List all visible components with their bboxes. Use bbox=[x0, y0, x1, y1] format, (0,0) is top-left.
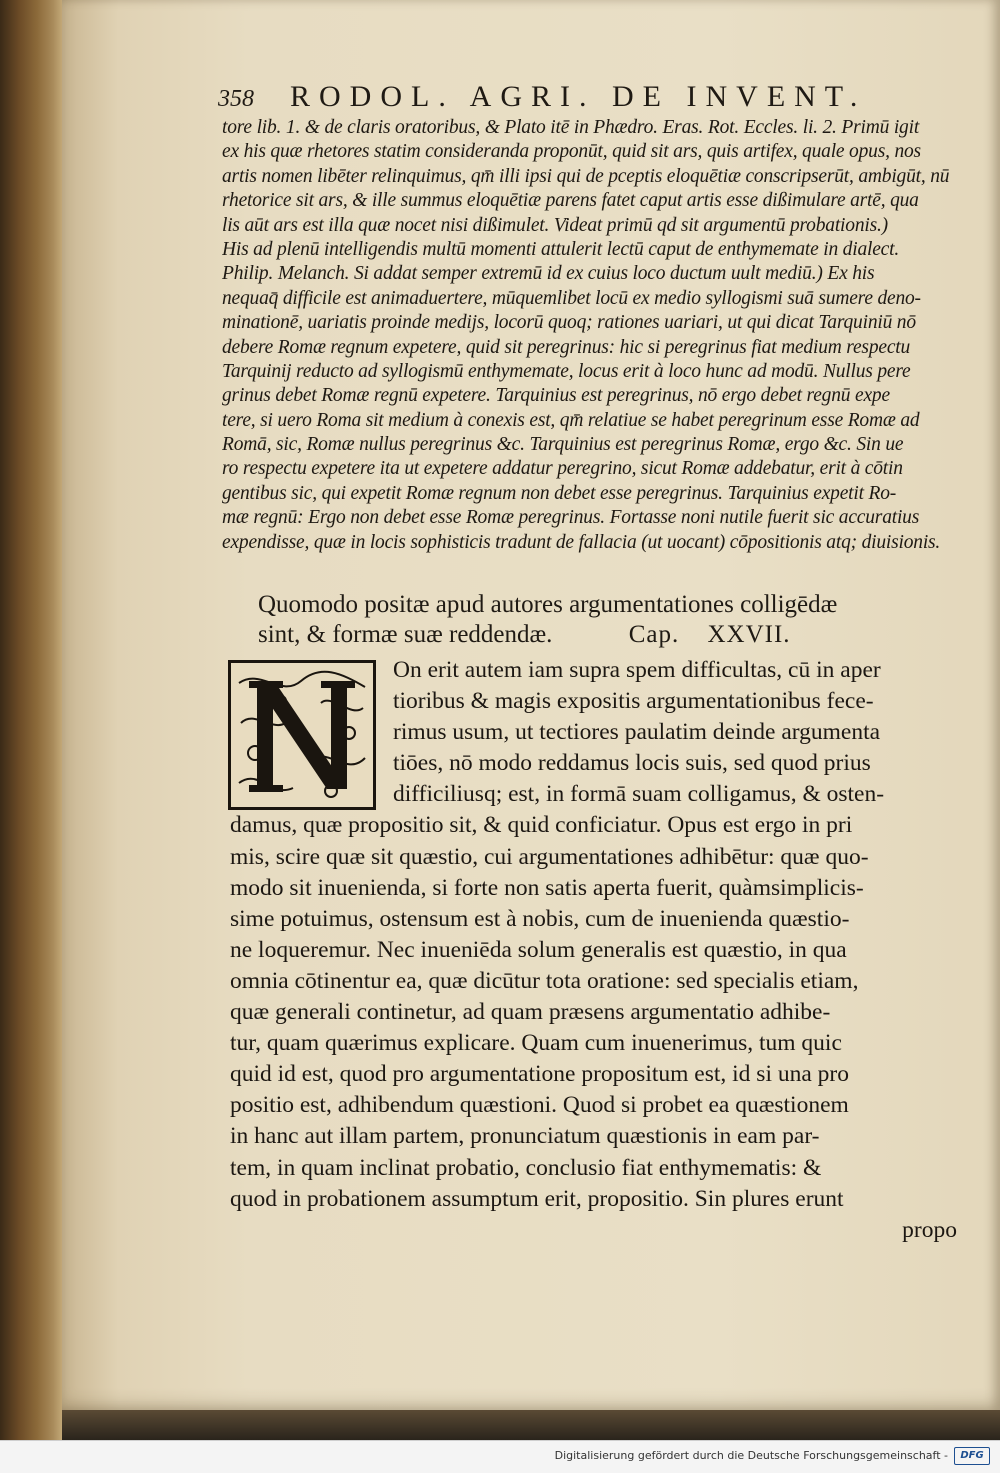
commentary-line: grinus debet Romæ regnū expetere. Tarquinius est peregrinus, nō ergo debet regnū expe bbox=[222, 385, 890, 407]
main-text-line: tem, in quam inclinat probatio, conclusio fiat enthymematis: & bbox=[230, 1154, 822, 1181]
main-text-line: sime potuimus, ostensum est à nobis, cum de inuenienda quæstio- bbox=[230, 905, 850, 932]
chapter-number: XXVII. bbox=[707, 621, 791, 648]
main-text-line: mis, scire quæ sit quæstio, cui argumentationes adhibētur: quæ quo- bbox=[230, 843, 869, 870]
commentary-block bbox=[222, 116, 970, 555]
commentary-line: tere, si uero Roma sit medium à conexis est, qm̄ relatiue se habet peregrinum esse Romæ ad bbox=[222, 409, 920, 431]
commentary-line: rhetorice sit ars, & ille summus eloquētiæ parens fatet caput artis esse dißimulare artē, qua bbox=[222, 190, 919, 212]
book-binding-edge bbox=[0, 0, 62, 1440]
main-text-line: ne loqueremur. Nec inueniēda solum generalis est quæstio, in qua bbox=[230, 936, 847, 963]
commentary-line: Tarquinij reducto ad syllogismū enthymemate, locus erit à loco hunc ad modū. Nullus pere bbox=[222, 360, 911, 382]
main-text-line: positio est, adhibendum quæstioni. Quod si probet ea quæstionem bbox=[230, 1092, 849, 1119]
commentary-line: mæ regnū: Ergo non debet esse Romæ peregrinus. Fortasse noni nutile fuerit sic accuratius bbox=[222, 507, 920, 529]
page-bottom-edge bbox=[62, 1410, 1000, 1440]
chapter-title-line: Quomodo positæ apud autores argumentationes colligēdæ bbox=[258, 591, 838, 618]
commentary-line: artis nomen libēter relinquimus, qm̄ illi ipsi qui de pceptis eloquētiæ conscripserūt, ambigūt, nū bbox=[222, 165, 950, 187]
commentary-line: His ad plenū intelligendis multū momenti attulerit lectū caput de enthymemate in dialect. bbox=[222, 238, 900, 260]
main-text-line: tiōes, nō modo reddamus locis suis, sed quod prius bbox=[393, 750, 871, 777]
commentary-line: expendisse, quæ in locis sophisticis tradunt de fallacia (ut uocant) cōpositionis atq; diuisionis. bbox=[222, 531, 941, 553]
main-text-line: modo sit inuenienda, si forte non satis aperta fuerit, quàmsimplicis- bbox=[230, 874, 864, 901]
commentary-line: gentibus sic, qui expetit Romæ regnum non debet esse peregrinus. Tarquinius expetit Ro- bbox=[222, 482, 897, 504]
main-text-line: damus, quæ propositio sit, & quid conficiatur. Opus est ergo in pri bbox=[230, 812, 853, 839]
dfg-logo-icon: DFG bbox=[954, 1447, 990, 1465]
main-text-block bbox=[230, 655, 965, 1246]
main-text-line: in hanc aut illam partem, pronunciatum quæstionis in eam par- bbox=[230, 1123, 820, 1150]
main-text-line: rimus usum, ut tectiores paulatim deinde argumenta bbox=[393, 719, 881, 746]
main-text-line: On erit autem iam supra spem difficultas, cū in aper bbox=[393, 657, 881, 683]
funding-notice: Digitalisierung gefördert durch die Deutsche Forschungsgemeinschaft - bbox=[554, 1449, 948, 1462]
commentary-line: minationē, uariatis proinde medijs, locorū quoq; rationes uariari, ut qui dicat Tarquiniū nō bbox=[222, 312, 916, 334]
main-text-line: difficiliusq; est, in formā suam colligamus, & osten- bbox=[393, 781, 885, 808]
commentary-line: ro respectu expetere ita ut expetere addatur peregrino, sicut Romæ addebatur, erit à cōtin bbox=[222, 458, 903, 480]
chapter-title-text: sint, & formæ suæ reddendæ. bbox=[258, 621, 553, 648]
main-text-line: tur, quam quærimus explicare. Quam cum inuenerimus, tum quic bbox=[230, 1030, 842, 1057]
commentary-line: ex his quæ rhetores statim consideranda proponūt, quid sit ars, quis artifex, quale opus, nos bbox=[222, 141, 921, 163]
main-text-line: quæ generali continetur, ad quam præsens argumentatio adhibe- bbox=[230, 999, 831, 1026]
chapter-heading bbox=[258, 590, 948, 650]
main-text-line: omnia cōtinentur ea, quæ dicūtur tota oratione: sed specialis etiam, bbox=[230, 967, 859, 994]
chapter-title-line-2 bbox=[258, 620, 948, 650]
commentary-line: Romā, sic, Romæ nullus peregrinus &c. Tarquinius est peregrinus Romæ, ergo &c. Sin ue bbox=[222, 434, 904, 456]
commentary-line: nequaq̄ difficile est animaduertere, mūquemlibet locū ex medio syllogismi suā sumere deno- bbox=[222, 287, 921, 309]
page-number: 358 bbox=[218, 86, 254, 112]
commentary-line: tore lib. 1. & de claris oratoribus, & Plato itē in Phædro. Eras. Rot. Eccles. li. 2. Primū igit bbox=[222, 117, 920, 138]
digitization-footer bbox=[0, 1440, 1000, 1473]
main-text-line: quid id est, quod pro argumentatione propositum est, id si una pro bbox=[230, 1061, 849, 1088]
commentary-line: debere Romæ regnum expetere, quid sit peregrinus: hic si peregrinus fiat medium respectu bbox=[222, 336, 911, 358]
main-text-line: quod in probationem assumptum erit, propositio. Sin plures erunt bbox=[230, 1185, 844, 1212]
commentary-line: lis aūt ars est illa quæ nocet nisi dißimulet. Videat primū qd sit argumentū probationis.) bbox=[222, 214, 888, 236]
main-text-line: tioribus & magis expositis argumentationibus fece- bbox=[393, 688, 874, 715]
running-title: RODOL. AGRI. DE INVENT. bbox=[290, 80, 867, 113]
chapter-label: Cap. bbox=[628, 621, 680, 648]
commentary-line: Philip. Melanch. Si addat semper extremū id ex cuius loco ductum uult mediū.) Ex his bbox=[222, 263, 875, 285]
catchword: propo bbox=[902, 1216, 957, 1243]
